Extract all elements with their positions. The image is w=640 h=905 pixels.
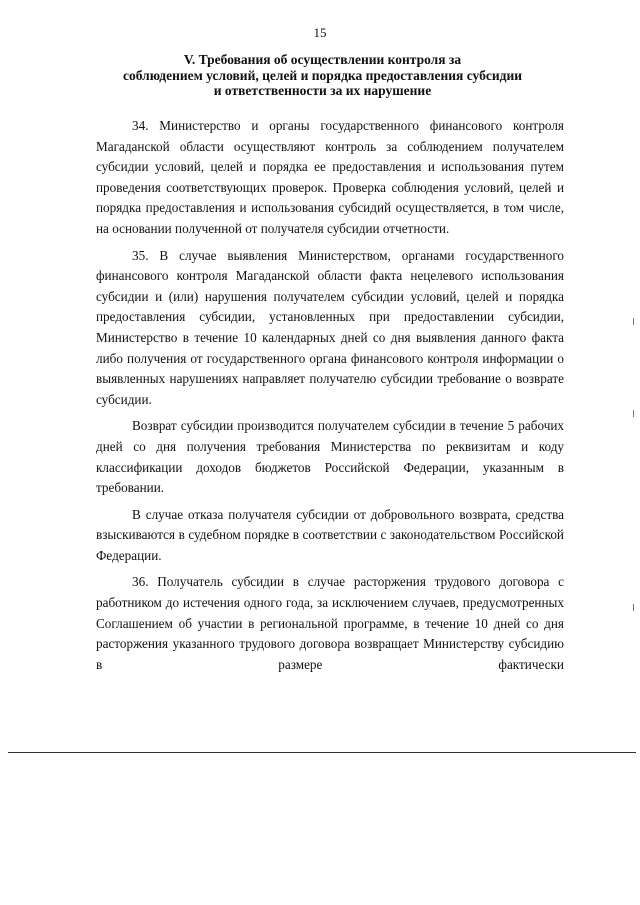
- paragraph-refund: Возврат субсидии производится получателем субсидии в течение 5 рабочих дней со дня получения требования Министерства по реквизитам и коду классификации доходов бюджетов Российской Федерации, указанным в требовании.: [96, 418, 564, 496]
- section-title-line: соблюдением условий, целей и порядка предоставления субсидии: [122, 67, 523, 83]
- scan-mark: [633, 318, 634, 325]
- page-bottom-rule: [8, 752, 636, 753]
- paragraph-36: 36. Получатель субсидии в случае расторжения трудового договора с работником до истечения одного года, за исключением случаев, предусмотренных Соглашением об участии в региональной программе, в течение 10 дней со дня расторжения указанного трудового договора возвращает Министерству субсидию в размере фактически: [96, 574, 564, 672]
- section-title-line: и ответственности за их нарушение: [213, 83, 432, 98]
- page-number: 15: [313, 25, 327, 40]
- scan-mark: [633, 410, 634, 417]
- paragraph-refusal: В случае отказа получателя субсидии от добровольного возврата, средства взыскиваются в судебном порядке в соответствии с законодательством Российской Федерации.: [96, 506, 564, 563]
- paragraph-34: 34. Министерство и органы государственного финансового контроля Магаданской области осуществляют контроль за соблюдением получателем субсидии условий, целей и порядка ее предоставления и использования путем проведения соответствующих проверок. Проверка соблюдения условий, целей и порядка предоставления и использования субсидий осуществляется, в том числе, на основании полученной от получателя субсидии отчетности.: [96, 118, 564, 236]
- section-title: [90, 52, 555, 99]
- scan-mark: [633, 604, 634, 611]
- section-title-line: V. Требования об осуществлении контроля за: [183, 52, 462, 67]
- document-body: [96, 116, 564, 675]
- paragraph-35: 35. В случае выявления Министерством, органами государственного финансового контроля Магаданской области факта нецелевого использования субсидии и (или) нарушения получателем субсидии условий, целей и порядка предоставления субсидии, установленных при предоставлении субсидии, Министерство в течение 10 календарных дней со дня выявления данного факта либо получения от государственного органа финансового контроля информации о выявленных нарушениях направляет получателю субсидии требование о возврате субсидии.: [96, 247, 564, 407]
